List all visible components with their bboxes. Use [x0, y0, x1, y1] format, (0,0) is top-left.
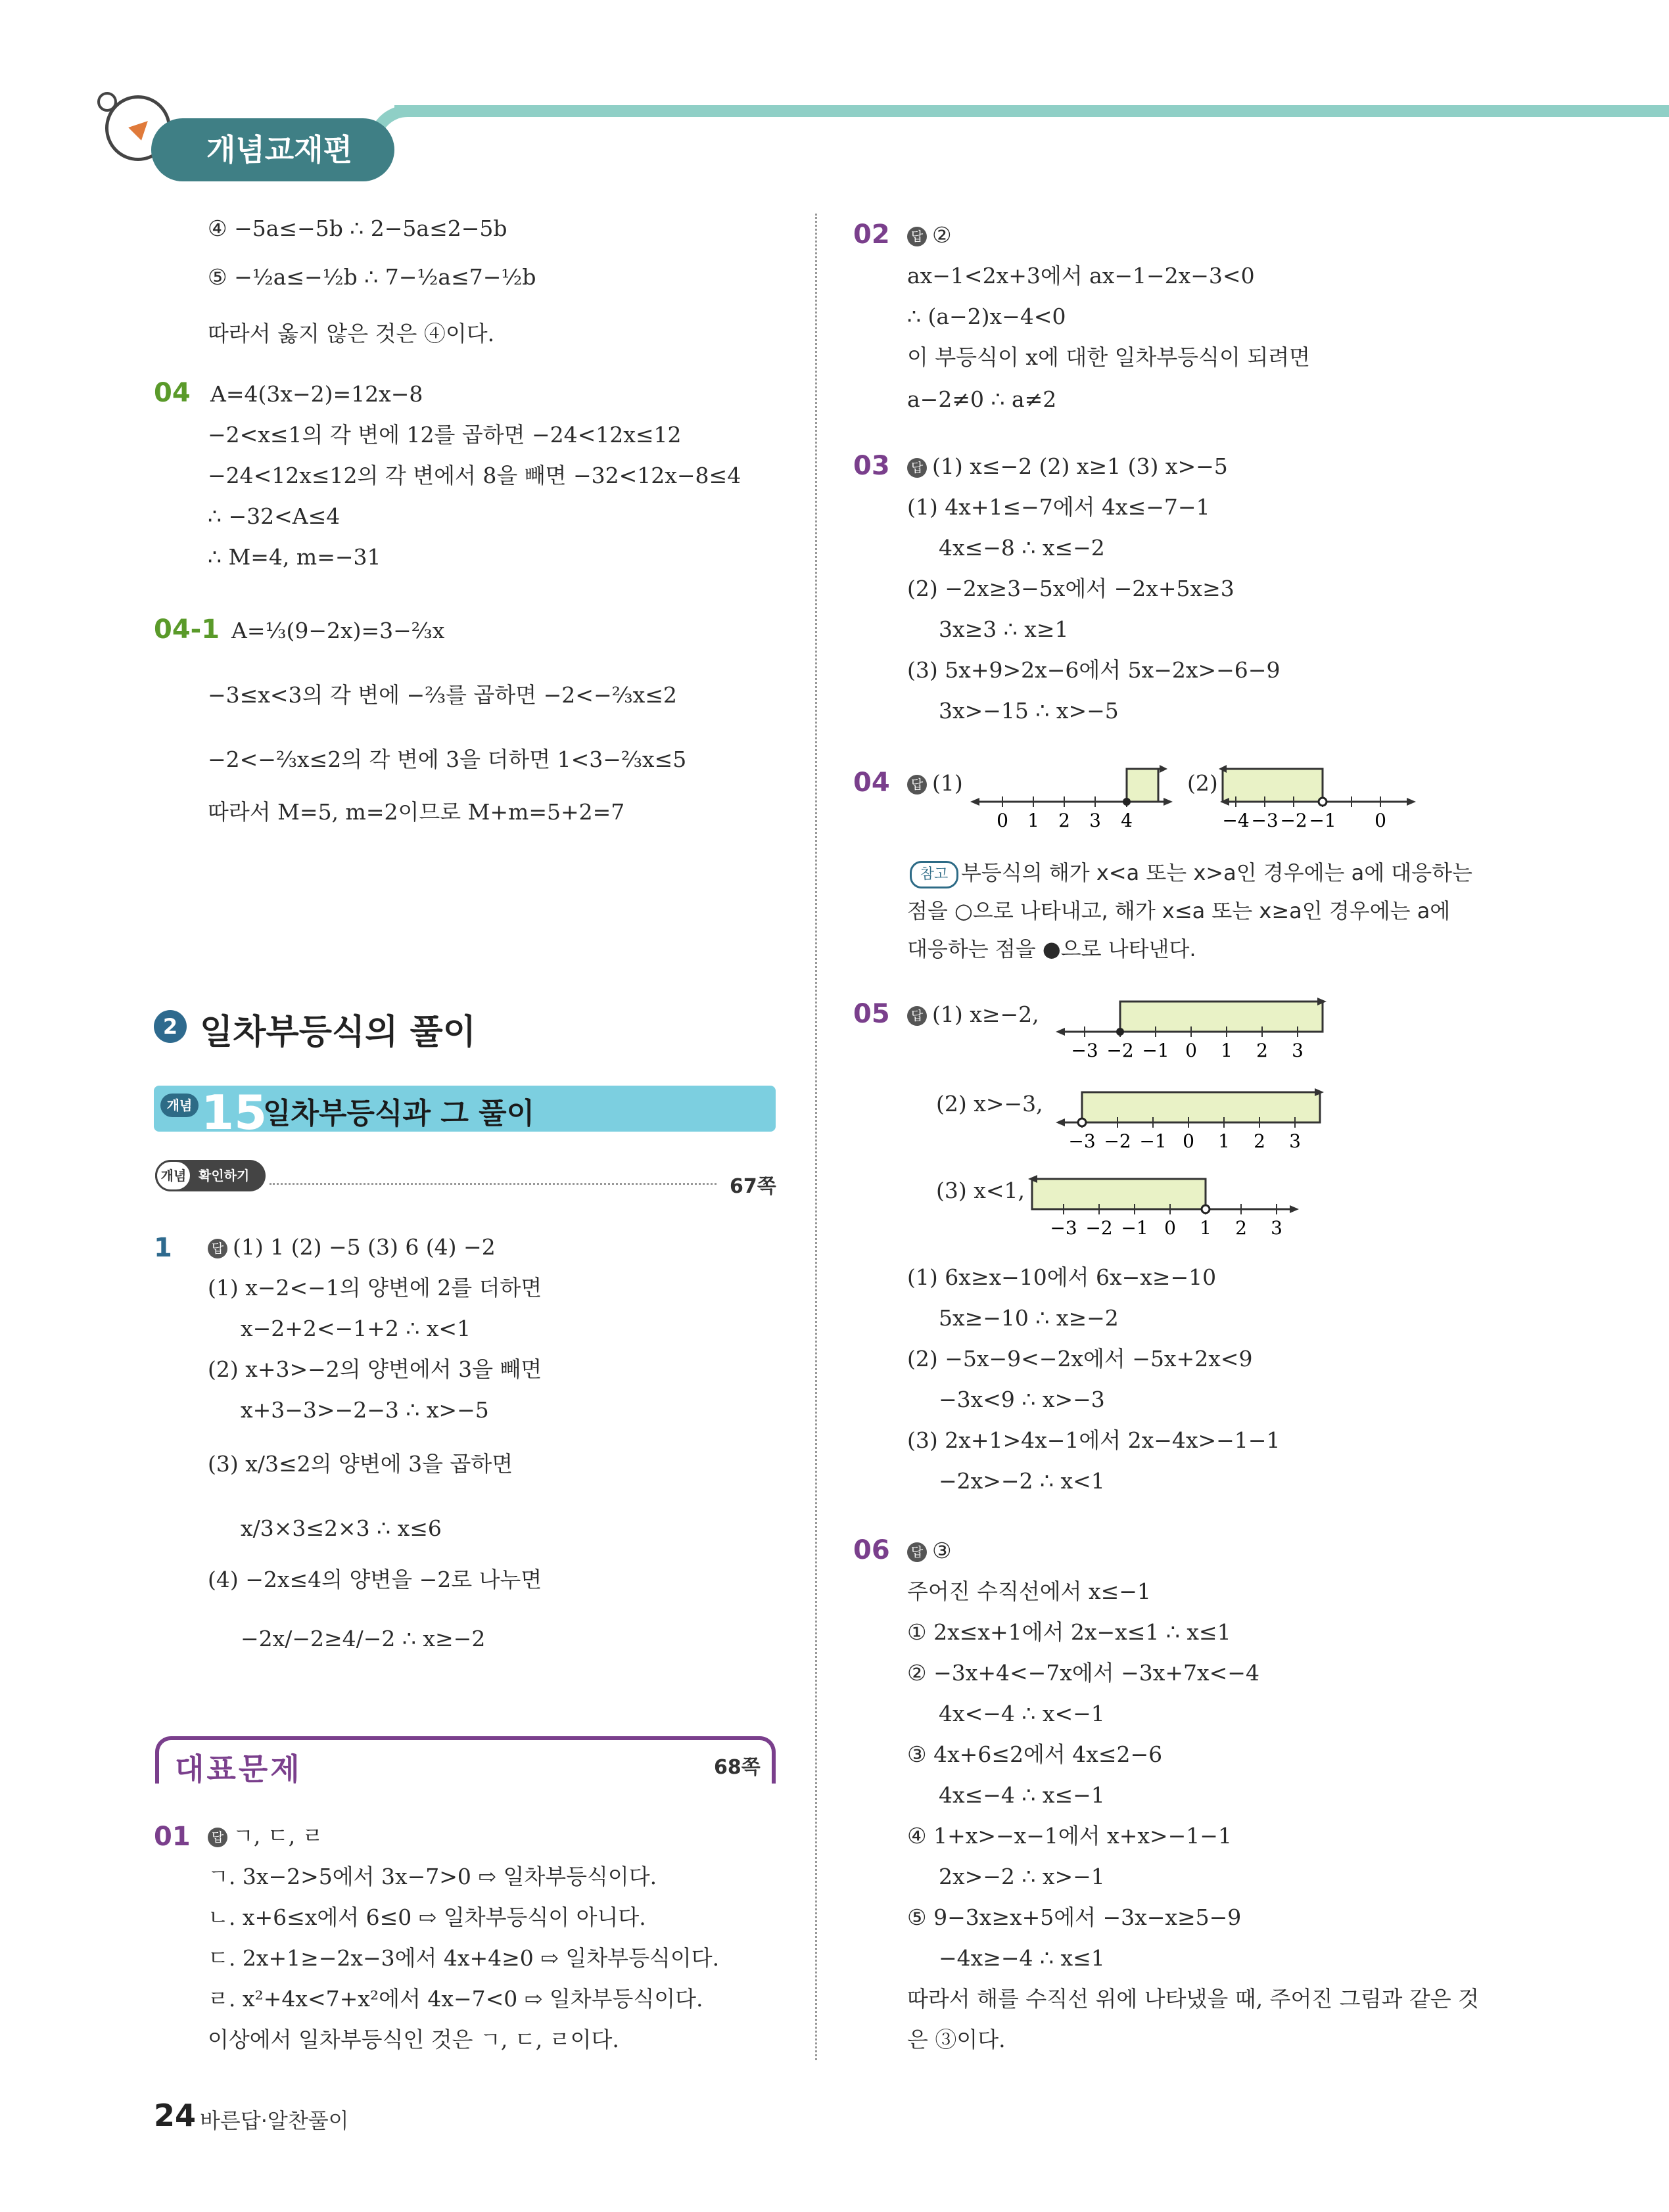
problem-02-number: 02 — [853, 219, 890, 250]
problem-06-line: ② −3x+4<−7x에서 −3x+7x<−4 — [907, 1660, 1259, 1686]
question-1-line: x+3−3>−2−3 ∴ x>−5 — [241, 1397, 489, 1423]
problem-05-line: (2) −5x−9<−2x에서 −5x+2x<9 — [907, 1346, 1253, 1371]
header-label: 개념교재편 — [151, 118, 394, 181]
problem-05-answer-2: (2) x>−3, — [936, 1091, 1043, 1117]
problem-04-1-line: 따라서 M=5, m=2이므로 M+m=5+2=7 — [208, 799, 625, 825]
tick-label: −3 — [1071, 1040, 1098, 1061]
problem-03-line: 3x≥3 ∴ x≥1 — [939, 616, 1069, 642]
problem-04-number: 04 — [154, 378, 191, 408]
question-1-answer — [208, 1233, 496, 1262]
answer-icon: 답 — [907, 458, 927, 478]
problem-04-1-line: −3≤x<3의 각 변에 −⅔를 곱하면 −2<−⅔x≤2 — [208, 682, 677, 708]
representative-title: 대표문제 — [175, 1751, 302, 1787]
problem-05-answer-1-text: (1) x≥−2, — [932, 1002, 1039, 1027]
problem-04-line: −24<12x≤12의 각 변에서 8을 빼면 −32<12x−8≤4 — [208, 463, 741, 488]
shaded-region — [1120, 1002, 1323, 1032]
problem-05-line: −2x>−2 ∴ x<1 — [939, 1468, 1105, 1494]
problem-01-number: 01 — [154, 1822, 191, 1852]
tick-label: 4 — [1121, 810, 1133, 831]
problem-05-line: (3) 2x+1>4x−1에서 2x−4x>−1−1 — [907, 1427, 1281, 1453]
page-number: 24 — [154, 2098, 197, 2133]
question-1-line: x−2+2<−1+2 ∴ x<1 — [241, 1316, 471, 1341]
endpoint-dot — [1123, 798, 1131, 806]
region-arrow-head — [1160, 765, 1167, 773]
axis-arrow-left — [1056, 1118, 1065, 1126]
problem-02-line: a−2≠0 ∴ a≠2 — [907, 386, 1057, 412]
problem-06-line: 4x≤−4 ∴ x≤−1 — [939, 1782, 1105, 1808]
answer-icon: 답 — [208, 1828, 227, 1847]
note-line: 대응하는 점을 ●으로 나타낸다. — [907, 936, 1196, 961]
problem-01-line: ㄴ. x+6≤x에서 6≤0 ⇨ 일차부등식이 아니다. — [208, 1904, 646, 1930]
problem-04-line: ∴ −32<A≤4 — [208, 503, 341, 529]
problem-04-line: A=4(3x−2)=12x−8 — [210, 381, 423, 407]
problem-06-line: ③ 4x+6≤2에서 4x≤2−6 — [907, 1741, 1163, 1767]
question-1-line: (1) x−2<−1의 양변에 2를 더하면 — [208, 1275, 542, 1301]
tick-label: 0 — [1185, 1040, 1197, 1061]
bubble-icon — [97, 92, 117, 112]
tick-label: −2 — [1085, 1217, 1113, 1239]
tick-label: 1 — [1221, 1040, 1233, 1061]
problem-05-line: −3x<9 ∴ x>−3 — [939, 1387, 1105, 1412]
left-line-1: ④ −5a≤−5b ∴ 2−5a≤2−5b — [208, 216, 507, 241]
tick-label: 1 — [1218, 1130, 1230, 1152]
problem-04-1-line: −2<−⅔x≤2의 각 변에 3을 더하면 1<3−⅔x≤5 — [208, 747, 687, 772]
tick-label: −3 — [1251, 810, 1279, 831]
problem-03-answer-text: (1) x≤−2 (2) x≥1 (3) x>−5 — [932, 453, 1228, 479]
endpoint-circle — [1319, 798, 1327, 806]
problem-06-line: ① 2x≤x+1에서 2x−x≤1 ∴ x≤1 — [907, 1619, 1231, 1645]
problem-04-1-line: A=⅓(9−2x)=3−⅔x — [231, 618, 445, 643]
tick-label: 2 — [1058, 810, 1070, 831]
axis-arrow-left — [1056, 1028, 1065, 1036]
tick-label: −1 — [1142, 1040, 1169, 1061]
problem-05-answer-1 — [907, 1000, 1039, 1029]
problem-01-line: ㄱ. 3x−2>5에서 3x−7>0 ⇨ 일차부등식이다. — [208, 1864, 657, 1889]
shaded-region — [1127, 769, 1158, 802]
tick-label: 0 — [997, 810, 1008, 831]
tick-label: −2 — [1280, 810, 1307, 831]
check-badge — [155, 1160, 266, 1191]
answer-icon: 답 — [907, 775, 927, 795]
endpoint-circle — [1078, 1118, 1086, 1126]
shaded-region — [1032, 1179, 1206, 1209]
check-page: 67쪽 — [730, 1175, 776, 1198]
problem-06-line: 2x>−2 ∴ x>−1 — [939, 1864, 1105, 1889]
problem-02-answer — [907, 221, 952, 250]
concept-badge: 개념 — [160, 1094, 199, 1117]
problem-03-line: (3) 5x+9>2x−6에서 5x−2x>−6−9 — [907, 657, 1281, 683]
question-1-line: (3) x/3≤2의 양변에 3을 곱하면 — [208, 1451, 513, 1477]
check-badge-text: 확인하기 — [199, 1168, 250, 1184]
axis-arrow-left — [970, 798, 979, 806]
concept-title: 일차부등식과 그 풀이 — [263, 1097, 535, 1130]
question-1-line: x/3×3≤2×3 ∴ x≤6 — [241, 1515, 442, 1541]
problem-06-line: ④ 1+x>−x−1에서 x+x>−1−1 — [907, 1823, 1232, 1849]
footer-label: 바른답·알찬풀이 — [200, 2108, 349, 2133]
tick-label: 3 — [1292, 1040, 1304, 1061]
tick-label: −2 — [1106, 1040, 1134, 1061]
problem-05-answer-3: (3) x<1, — [936, 1178, 1025, 1203]
tick-label: −1 — [1309, 810, 1336, 831]
tick-label: 0 — [1183, 1130, 1194, 1152]
problem-r04-number: 04 — [853, 768, 890, 798]
problem-03-number: 03 — [853, 451, 890, 481]
problem-01-line: 이상에서 일차부등식인 것은 ㄱ, ㄷ, ㄹ이다. — [208, 2027, 619, 2052]
problem-02-answer-text: ② — [932, 222, 952, 248]
tick-label: 1 — [1200, 1217, 1211, 1239]
problem-r04-label-2: (2) — [1187, 770, 1218, 796]
number-line-05-3 — [1025, 1170, 1302, 1242]
problem-05-line: 5x≥−10 ∴ x≥−2 — [939, 1305, 1119, 1331]
problem-06-line: ⑤ 9−3x≥x+5에서 −3x−x≥5−9 — [907, 1904, 1242, 1930]
problem-06-line: 따라서 해를 수직선 위에 나타냈을 때, 주어진 그림과 같은 것 — [907, 1986, 1479, 2012]
note-line: 점을 ○으로 나타내고, 해가 x≤a 또는 x≥a인 경우에는 a에 — [907, 898, 1451, 923]
tick-label: 2 — [1235, 1217, 1247, 1239]
header-bar — [394, 105, 1669, 117]
problem-05-line: (1) 6x≥x−10에서 6x−x≥−10 — [907, 1264, 1217, 1290]
tick-label: 3 — [1271, 1217, 1282, 1239]
axis-arrow-right — [1290, 1205, 1299, 1213]
tick-label: 2 — [1256, 1040, 1268, 1061]
check-badge-label: 개념 — [155, 1160, 192, 1191]
tick-label: 3 — [1089, 810, 1101, 831]
tick-label: −1 — [1139, 1130, 1167, 1152]
problem-03-line: 3x>−15 ∴ x>−5 — [939, 698, 1119, 724]
tick-label: 1 — [1027, 810, 1039, 831]
problem-06-line: 주어진 수직선에서 x≤−1 — [907, 1578, 1151, 1604]
answer-icon: 답 — [907, 1006, 927, 1026]
shaded-region — [1223, 769, 1323, 802]
problem-06-line: 4x<−4 ∴ x<−1 — [939, 1701, 1105, 1726]
problem-r04-answer — [907, 769, 963, 798]
number-line-04-1 — [966, 762, 1177, 835]
tick-label: −4 — [1222, 810, 1250, 831]
axis-arrow-right — [1407, 798, 1416, 806]
question-1-line: (4) −2x≤4의 양변을 −2로 나누면 — [208, 1567, 542, 1592]
problem-06-line: −4x≥−4 ∴ x≤1 — [939, 1945, 1105, 1971]
question-1-answer-text: (1) 1 (2) −5 (3) 6 (4) −2 — [233, 1234, 496, 1260]
tick-label: −2 — [1104, 1130, 1131, 1152]
problem-03-line: (2) −2x≥3−5x에서 −2x+5x≥3 — [907, 576, 1234, 601]
problem-05-number: 05 — [853, 999, 890, 1029]
left-line-2: ⑤ −½a≤−½b ∴ 7−½a≤7−½b — [208, 264, 536, 290]
problem-01-answer — [208, 1822, 323, 1851]
question-1-line: (2) x+3>−2의 양변에서 3을 빼면 — [208, 1356, 542, 1382]
problem-03-line: (1) 4x+1≤−7에서 4x≤−7−1 — [907, 494, 1210, 520]
concept-number: 15 — [201, 1085, 268, 1140]
question-1-line: −2x/−2≥4/−2 ∴ x≥−2 — [241, 1626, 486, 1651]
problem-01-answer-text: ㄱ, ㄷ, ㄹ — [233, 1823, 323, 1849]
check-dots — [270, 1183, 717, 1185]
answer-icon: 답 — [907, 1542, 927, 1562]
answer-icon: 답 — [208, 1239, 227, 1258]
number-line-05-1 — [1052, 992, 1328, 1065]
endpoint-dot — [1116, 1028, 1124, 1036]
endpoint-circle — [1202, 1205, 1210, 1213]
section-title: 일차부등식의 풀이 — [200, 1013, 476, 1052]
tick-label: 0 — [1375, 810, 1386, 831]
problem-r04-answer-text: (1) — [932, 770, 963, 796]
problem-06-line: 은 ③이다. — [907, 2027, 1006, 2052]
tick-label: 0 — [1164, 1217, 1176, 1239]
problem-06-number: 06 — [853, 1535, 890, 1565]
tick-label: −3 — [1068, 1130, 1096, 1152]
number-line-05-2 — [1052, 1083, 1328, 1155]
problem-03-line: 4x≤−8 ∴ x≤−2 — [939, 535, 1105, 561]
problem-06-answer — [907, 1536, 952, 1565]
representative-page: 68쪽 — [714, 1756, 761, 1779]
answer-icon: 답 — [907, 227, 927, 246]
problem-06-answer-text: ③ — [932, 1538, 952, 1563]
tick-label: 2 — [1254, 1130, 1265, 1152]
note-badge: 참고 — [910, 861, 958, 888]
axis-arrow-right — [1164, 798, 1173, 806]
column-divider — [815, 214, 817, 2060]
number-line-04-2 — [1216, 762, 1420, 835]
problem-02-line: ax−1<2x+3에서 ax−1−2x−3<0 — [907, 263, 1255, 288]
question-1-number: 1 — [154, 1233, 172, 1263]
problem-04-line: −2<x≤1의 각 변에 12를 곱하면 −24<12x≤12 — [208, 422, 682, 448]
problem-02-line: ∴ (a−2)x−4<0 — [907, 304, 1066, 329]
problem-01-line: ㄹ. x²+4x<7+x²에서 4x−7<0 ⇨ 일차부등식이다. — [208, 1986, 703, 2012]
section-number: 2 — [154, 1010, 187, 1043]
problem-03-answer — [907, 452, 1228, 481]
left-line-3: 따라서 옳지 않은 것은 ④이다. — [208, 321, 495, 346]
problem-04-line: ∴ M=4, m=−31 — [208, 544, 381, 570]
note-line: 부등식의 해가 x<a 또는 x>a인 경우에는 a에 대응하는 — [961, 860, 1472, 885]
tick-label: 3 — [1289, 1130, 1301, 1152]
problem-02-line: 이 부등식이 x에 대한 일차부등식이 되려면 — [907, 344, 1310, 370]
tick-label: −1 — [1121, 1217, 1148, 1239]
problem-01-line: ㄷ. 2x+1≥−2x−3에서 4x+4≥0 ⇨ 일차부등식이다. — [208, 1945, 720, 1971]
tick-label: −3 — [1050, 1217, 1077, 1239]
problem-04-1-number: 04-1 — [154, 614, 220, 645]
